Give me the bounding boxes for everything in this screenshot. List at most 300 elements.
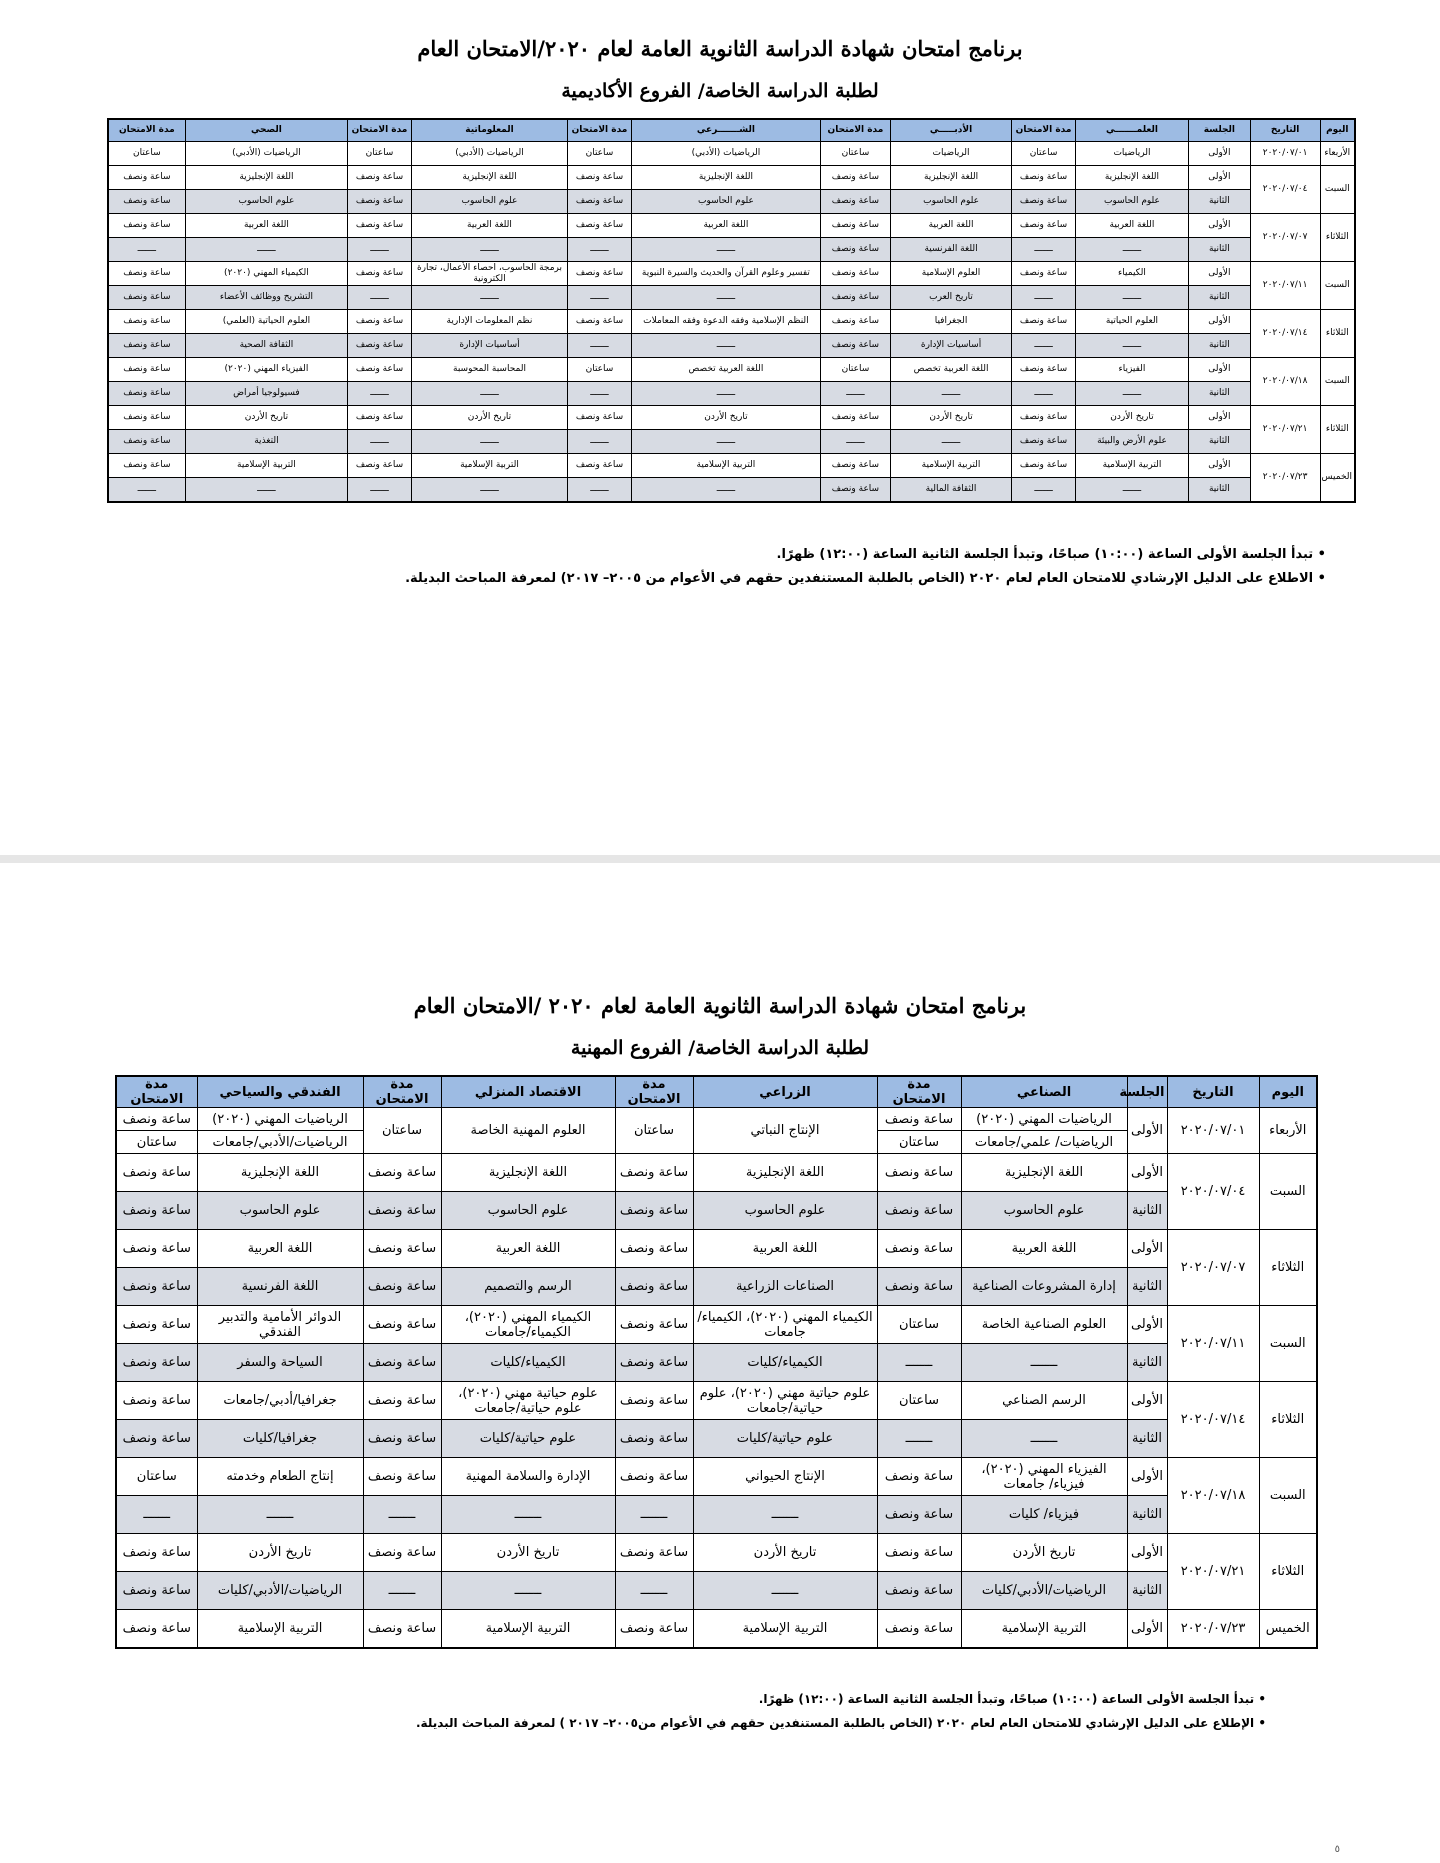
date-cell: ٢٠٢٠/٠٧/١١ — [1250, 262, 1320, 310]
duration-cell: ـــــــ — [568, 334, 632, 358]
footnote: • تبدأ الجلسة الأولى الساعة (١٠:٠٠) صباحًا، وتبدأ الجلسة الثانية الساعة (١٢:٠٠) ظهرًا. — [226, 543, 1326, 567]
subject-cell: التشريح ووظائف الأعضاء — [185, 286, 347, 310]
duration-cell: ساعتان — [877, 1382, 961, 1420]
date-cell: ٢٠٢٠/٠٧/٠١ — [1167, 1108, 1259, 1154]
day-cell: الخميس — [1259, 1610, 1317, 1649]
duration-cell: ـــــــ — [363, 1496, 441, 1534]
duration-cell: ساعة ونصف — [1012, 190, 1076, 214]
session-cell: الأولى — [1189, 142, 1251, 166]
session-cell: الأولى — [1127, 1534, 1167, 1572]
subject-cell: اللغة العربية — [961, 1230, 1127, 1268]
table-row — [116, 1154, 1317, 1192]
duration-cell: ساعة ونصف — [1012, 454, 1076, 478]
day-cell: السبت — [1259, 1154, 1317, 1230]
duration-cell: ـــــــ — [1012, 478, 1076, 503]
duration-cell: ساعة ونصف — [568, 190, 632, 214]
subject-cell: المحاسبة المحوسبة — [411, 358, 567, 382]
duration-cell: ساعة ونصف — [116, 1268, 197, 1306]
duration-cell: ـــــــ — [615, 1496, 693, 1534]
duration-cell: ـــــــ — [108, 478, 185, 503]
column-header: مدة الامتحان — [821, 119, 891, 142]
subject-cell: تاريخ الأردن — [631, 406, 820, 430]
subject-cell: أساسيات الإدارة — [890, 334, 1011, 358]
table-row — [108, 166, 1355, 190]
subject-cell: ـــــــ — [693, 1572, 877, 1610]
subject-cell: اللغة الإنجليزية — [411, 166, 567, 190]
subject-cell: الرياضيات/الأدبي/كليات — [961, 1572, 1127, 1610]
page-subtitle: لطلبة الدراسة الخاصة/ الفروع المهنية — [570, 1037, 870, 1059]
subject-cell: تاريخ الأردن — [961, 1534, 1127, 1572]
duration-cell: ساعة ونصف — [615, 1610, 693, 1649]
column-header: اليوم — [1259, 1076, 1317, 1108]
duration-cell: ساعة ونصف — [568, 166, 632, 190]
subject-cell: الكيمياء/كليات — [441, 1344, 615, 1382]
duration-cell: ساعة ونصف — [615, 1192, 693, 1230]
duration-cell: ـــــــ — [363, 1572, 441, 1610]
table-header-row — [108, 119, 1355, 142]
duration-cell: ساعة ونصف — [116, 1344, 197, 1382]
subject-cell: اللغة الإنجليزية — [441, 1154, 615, 1192]
table-row — [116, 1458, 1317, 1496]
subject-cell: ـــــــ — [631, 286, 820, 310]
subject-cell: ـــــــ — [197, 1496, 363, 1534]
page-subtitle: لطلبة الدراسة الخاصة/ الفروع الأكاديمية — [561, 80, 879, 102]
subject-cell: اللغة العربية — [185, 214, 347, 238]
duration-cell: ساعة ونصف — [615, 1420, 693, 1458]
table-row — [108, 382, 1355, 406]
session-cell: الثانية — [1127, 1268, 1167, 1306]
subject-cell: ـــــــ — [890, 382, 1011, 406]
day-cell: السبت — [1259, 1458, 1317, 1534]
duration-cell: ـــــــ — [1012, 238, 1076, 262]
duration-cell: ساعة ونصف — [363, 1192, 441, 1230]
subject-cell: علوم الحاسوب — [631, 190, 820, 214]
duration-cell: ساعة ونصف — [116, 1192, 197, 1230]
table-row — [116, 1382, 1317, 1420]
date-cell: ٢٠٢٠/٠٧/٠١ — [1250, 142, 1320, 166]
duration-cell: ساعة ونصف — [1012, 166, 1076, 190]
duration-cell: ساعة ونصف — [108, 358, 185, 382]
duration-cell: ساعة ونصف — [363, 1154, 441, 1192]
subject-cell: ـــــــ — [961, 1420, 1127, 1458]
duration-cell: ـــــــ — [568, 478, 632, 503]
duration-cell: ساعة ونصف — [108, 310, 185, 334]
subject-cell: علوم الحاسوب — [197, 1192, 363, 1230]
subject-cell: ـــــــ — [1075, 286, 1188, 310]
duration-cell: ساعة ونصف — [116, 1382, 197, 1420]
subject-cell: العلوم الإسلامية — [890, 262, 1011, 286]
page-vocational — [0, 863, 1440, 1863]
subject-cell: الرياضيات المهني (٢٠٢٠) — [961, 1108, 1127, 1131]
duration-cell: ساعة ونصف — [568, 406, 632, 430]
column-header: الجلسة — [1189, 119, 1251, 142]
subject-cell: ـــــــ — [631, 382, 820, 406]
subject-cell: العلوم الحياتية (العلمي) — [185, 310, 347, 334]
subject-cell: اللغة الإنجليزية — [197, 1154, 363, 1192]
duration-cell: ساعة ونصف — [348, 406, 412, 430]
day-cell: الثلاثاء — [1259, 1230, 1317, 1306]
subject-cell: اللغة الإنجليزية — [693, 1154, 877, 1192]
duration-cell: ساعة ونصف — [363, 1610, 441, 1649]
day-cell: السبت — [1320, 358, 1355, 406]
session-cell: الثانية — [1189, 478, 1251, 503]
date-cell: ٢٠٢٠/٠٧/٢٣ — [1250, 454, 1320, 503]
duration-cell: ساعة ونصف — [821, 238, 891, 262]
session-cell: الثانية — [1127, 1192, 1167, 1230]
subject-cell: ـــــــ — [411, 478, 567, 503]
duration-cell: ـــــــ — [568, 382, 632, 406]
duration-cell: ساعة ونصف — [108, 286, 185, 310]
subject-cell: علوم الحاسوب — [961, 1192, 1127, 1230]
subject-cell: الدوائر الأمامية والتدبير الفندقي — [197, 1306, 363, 1344]
page-title: برنامج امتحان شهادة الدراسة الثانوية العامة لعام ٢٠٢٠/الامتحان العام — [417, 36, 1023, 61]
subject-cell: الرياضيات — [1075, 142, 1188, 166]
duration-cell: ساعة ونصف — [116, 1572, 197, 1610]
subject-cell: الثقافة الصحية — [185, 334, 347, 358]
duration-cell: ـــــــ — [1012, 286, 1076, 310]
subject-cell: التربية الإسلامية — [1075, 454, 1188, 478]
duration-cell: ساعة ونصف — [363, 1420, 441, 1458]
table-row — [108, 310, 1355, 334]
academic-schedule-table — [107, 118, 1356, 503]
duration-cell: ساعة ونصف — [363, 1344, 441, 1382]
subject-cell: الرياضيات (الأدبي) — [411, 142, 567, 166]
session-cell: الأولى — [1189, 406, 1251, 430]
subject-cell: الكيمياء المهني (٢٠٢٠)، الكيمياء/جامعات — [693, 1306, 877, 1344]
subject-cell: تاريخ الأردن — [411, 406, 567, 430]
duration-cell: ساعة ونصف — [877, 1458, 961, 1496]
table-row — [116, 1572, 1317, 1610]
duration-cell: ساعة ونصف — [821, 406, 891, 430]
duration-cell: ـــــــ — [1012, 382, 1076, 406]
duration-cell: ساعة ونصف — [116, 1154, 197, 1192]
subject-cell: برمجة الحاسوب، احصاء الأعمال، تجارة الكترونية — [411, 262, 567, 286]
duration-cell: ساعة ونصف — [348, 334, 412, 358]
subject-cell: علوم الحاسوب — [411, 190, 567, 214]
subject-cell: الرياضيات المهني (٢٠٢٠) — [197, 1108, 363, 1131]
subject-cell: تاريخ الأردن — [1075, 406, 1188, 430]
table-row — [108, 358, 1355, 382]
page-number: ٥ — [1334, 1844, 1340, 1855]
duration-cell: ـــــــ — [877, 1420, 961, 1458]
day-cell: الأربعاء — [1259, 1108, 1317, 1154]
subject-cell: ـــــــ — [185, 478, 347, 503]
column-header: العلمـــــــي — [1075, 119, 1188, 142]
duration-cell: ساعة ونصف — [116, 1534, 197, 1572]
table-row — [116, 1192, 1317, 1230]
duration-cell: ـــــــ — [348, 382, 412, 406]
subject-cell: تاريخ العرب — [890, 286, 1011, 310]
duration-cell: ساعة ونصف — [348, 310, 412, 334]
subject-cell: التربية الإسلامية — [197, 1610, 363, 1649]
table-row — [108, 190, 1355, 214]
table-row — [116, 1344, 1317, 1382]
session-cell: الأولى — [1127, 1306, 1167, 1344]
duration-cell: ساعة ونصف — [821, 214, 891, 238]
day-cell: السبت — [1259, 1306, 1317, 1382]
date-cell: ٢٠٢٠/٠٧/٠٧ — [1167, 1230, 1259, 1306]
duration-cell: ساعة ونصف — [877, 1192, 961, 1230]
session-cell: الأولى — [1189, 310, 1251, 334]
subject-cell: اللغة العربية تخصص — [890, 358, 1011, 382]
subject-cell: الرياضيات/ علمي/جامعات — [961, 1131, 1127, 1154]
session-cell: الأولى — [1189, 214, 1251, 238]
subject-cell: ـــــــ — [890, 430, 1011, 454]
duration-cell: ساعة ونصف — [615, 1458, 693, 1496]
day-cell: السبت — [1320, 166, 1355, 214]
subject-cell: فسيولوجيا أمراض — [185, 382, 347, 406]
day-cell: الثلاثاء — [1320, 310, 1355, 358]
duration-cell: ساعة ونصف — [363, 1230, 441, 1268]
page-title: برنامج امتحان شهادة الدراسة الثانوية العامة لعام ٢٠٢٠ /الامتحان العام — [413, 993, 1027, 1018]
duration-cell: ساعة ونصف — [877, 1154, 961, 1192]
table-row — [108, 214, 1355, 238]
subject-cell: علوم حياتية مهني (٢٠٢٠)، علوم حياتية/جامعات — [693, 1382, 877, 1420]
subject-cell: علوم الحاسوب — [185, 190, 347, 214]
column-header: التاريخ — [1250, 119, 1320, 142]
table-row — [116, 1306, 1317, 1344]
session-cell: الأولى — [1189, 454, 1251, 478]
subject-cell: السياحة والسفر — [197, 1344, 363, 1382]
duration-cell: ساعتان — [116, 1458, 197, 1496]
table-row — [108, 406, 1355, 430]
duration-cell: ساعة ونصف — [1012, 430, 1076, 454]
page-academic — [0, 0, 1440, 855]
duration-cell: ساعة ونصف — [116, 1306, 197, 1344]
duration-cell: ساعة ونصف — [821, 310, 891, 334]
table-row — [108, 478, 1355, 503]
column-header: مدة الامتحان — [108, 119, 185, 142]
subject-cell: التربية الإسلامية — [961, 1610, 1127, 1649]
duration-cell: ساعتان — [116, 1131, 197, 1154]
subject-cell: الجغرافيا — [890, 310, 1011, 334]
duration-cell: ساعتان — [877, 1306, 961, 1344]
duration-cell: ساعة ونصف — [108, 262, 185, 286]
session-cell: الثانية — [1127, 1344, 1167, 1382]
subject-cell: الإدارة والسلامة المهنية — [441, 1458, 615, 1496]
subject-cell: الإنتاج الحيواني — [693, 1458, 877, 1496]
subject-cell: إدارة المشروعات الصناعية — [961, 1268, 1127, 1306]
duration-cell: ساعة ونصف — [821, 286, 891, 310]
duration-cell: ساعة ونصف — [363, 1306, 441, 1344]
subject-cell: الرسم الصناعي — [961, 1382, 1127, 1420]
duration-cell: ساعتان — [821, 358, 891, 382]
duration-cell: ساعة ونصف — [116, 1420, 197, 1458]
subject-cell: التربية الإسلامية — [185, 454, 347, 478]
subject-cell: اللغة العربية — [411, 214, 567, 238]
duration-cell: ساعة ونصف — [877, 1268, 961, 1306]
date-cell: ٢٠٢٠/٠٧/١٨ — [1250, 358, 1320, 406]
duration-cell: ساعتان — [877, 1131, 961, 1154]
subject-cell: علوم الحاسوب — [441, 1192, 615, 1230]
subject-cell: الكيمياء المهني (٢٠٢٠) — [185, 262, 347, 286]
subject-cell: علوم الحاسوب — [693, 1192, 877, 1230]
subject-cell: فيزياء/ كليات — [961, 1496, 1127, 1534]
subject-cell: الفيزياء — [1075, 358, 1188, 382]
subject-cell: اللغة الإنجليزية — [1075, 166, 1188, 190]
duration-cell: ساعة ونصف — [1012, 310, 1076, 334]
table-row — [116, 1610, 1317, 1649]
subject-cell: ـــــــ — [961, 1344, 1127, 1382]
date-cell: ٢٠٢٠/٠٧/٠٧ — [1250, 214, 1320, 262]
day-cell: الثلاثاء — [1259, 1534, 1317, 1610]
duration-cell: ساعة ونصف — [821, 166, 891, 190]
duration-cell: ساعة ونصف — [615, 1268, 693, 1306]
duration-cell: ـــــــ — [116, 1496, 197, 1534]
subject-cell: علوم حياتية مهني (٢٠٢٠)، علوم حياتية/جامعات — [441, 1382, 615, 1420]
column-header: مدة الامتحان — [615, 1076, 693, 1108]
subject-cell: الكيمياء المهني (٢٠٢٠)، الكيمياء/جامعات — [441, 1306, 615, 1344]
duration-cell: ـــــــ — [821, 382, 891, 406]
column-header: مدة الامتحان — [363, 1076, 441, 1108]
session-cell: الثانية — [1189, 286, 1251, 310]
session-cell: الثانية — [1127, 1496, 1167, 1534]
duration-cell: ساعتان — [568, 358, 632, 382]
duration-cell: ـــــــ — [615, 1572, 693, 1610]
duration-cell: ساعة ونصف — [821, 334, 891, 358]
duration-cell: ساعة ونصف — [108, 334, 185, 358]
subject-cell: تفسير وعلوم القرآن والحديث والسيرة النبوية — [631, 262, 820, 286]
table-row — [116, 1268, 1317, 1306]
session-cell: الأولى — [1189, 262, 1251, 286]
subject-cell: التربية الإسلامية — [693, 1610, 877, 1649]
subject-cell: تاريخ الأردن — [693, 1534, 877, 1572]
subject-cell: الصناعات الزراعية — [693, 1268, 877, 1306]
duration-cell: ساعة ونصف — [108, 166, 185, 190]
duration-cell: ساعة ونصف — [363, 1534, 441, 1572]
column-header: الصحي — [185, 119, 347, 142]
duration-cell: ساعة ونصف — [877, 1230, 961, 1268]
footnotes — [216, 1687, 1266, 1735]
table-row — [116, 1108, 1317, 1131]
subject-cell: الكيمياء/كليات — [693, 1344, 877, 1382]
subject-cell: تاريخ الأردن — [890, 406, 1011, 430]
duration-cell: ساعة ونصف — [108, 454, 185, 478]
duration-cell: ـــــــ — [348, 238, 412, 262]
duration-cell: ساعة ونصف — [615, 1382, 693, 1420]
session-cell: الثانية — [1127, 1572, 1167, 1610]
column-header: مدة الامتحان — [348, 119, 412, 142]
duration-cell: ـــــــ — [877, 1344, 961, 1382]
subject-cell: التربية الإسلامية — [411, 454, 567, 478]
duration-cell: ـــــــ — [348, 430, 412, 454]
footnotes — [226, 543, 1326, 591]
table-row — [108, 238, 1355, 262]
duration-cell: ساعتان — [363, 1108, 441, 1154]
duration-cell: ساعة ونصف — [116, 1230, 197, 1268]
column-header: الجلسة — [1127, 1076, 1167, 1108]
subject-cell: اللغة العربية تخصص — [631, 358, 820, 382]
table-row — [116, 1230, 1317, 1268]
column-header: الاقتصاد المنزلي — [441, 1076, 615, 1108]
subject-cell: علوم حياتية/كليات — [441, 1420, 615, 1458]
vocational-schedule-table — [115, 1075, 1318, 1649]
column-header: اليوم — [1320, 119, 1355, 142]
subject-cell: ـــــــ — [631, 478, 820, 503]
subject-cell: اللغة العربية — [1075, 214, 1188, 238]
column-header: الأدبـــــي — [890, 119, 1011, 142]
day-cell: الثلاثاء — [1320, 214, 1355, 262]
duration-cell: ساعة ونصف — [1012, 262, 1076, 286]
duration-cell: ـــــــ — [1012, 334, 1076, 358]
subject-cell: ـــــــ — [1075, 334, 1188, 358]
session-cell: الأولى — [1127, 1154, 1167, 1192]
table-row — [108, 142, 1355, 166]
subject-cell: ـــــــ — [1075, 238, 1188, 262]
column-header: الشـــــــرعي — [631, 119, 820, 142]
subject-cell: ـــــــ — [411, 286, 567, 310]
duration-cell: ساعة ونصف — [615, 1230, 693, 1268]
column-header: الفندقي والسياحي — [197, 1076, 363, 1108]
subject-cell: التغذية — [185, 430, 347, 454]
subject-cell: ـــــــ — [185, 238, 347, 262]
duration-cell: ساعة ونصف — [108, 430, 185, 454]
subject-cell: العلوم المهنية الخاصة — [441, 1108, 615, 1154]
subject-cell: علوم الحاسوب — [890, 190, 1011, 214]
subject-cell: ـــــــ — [693, 1496, 877, 1534]
subject-cell: العلوم الصناعية الخاصة — [961, 1306, 1127, 1344]
duration-cell: ساعة ونصف — [363, 1268, 441, 1306]
session-cell: الأولى — [1189, 358, 1251, 382]
subject-cell: جغرافيا/أدبي/جامعات — [197, 1382, 363, 1420]
subject-cell: ـــــــ — [441, 1572, 615, 1610]
duration-cell: ساعة ونصف — [348, 454, 412, 478]
duration-cell: ـــــــ — [348, 286, 412, 310]
date-cell: ٢٠٢٠/٠٧/٠٤ — [1167, 1154, 1259, 1230]
date-cell: ٢٠٢٠/٠٧/٢١ — [1167, 1534, 1259, 1610]
duration-cell: ساعة ونصف — [348, 166, 412, 190]
subject-cell: الرياضيات/الأدبي/جامعات — [197, 1131, 363, 1154]
session-cell: الأولى — [1189, 166, 1251, 190]
subject-cell: جغرافيا/كليات — [197, 1420, 363, 1458]
duration-cell: ساعة ونصف — [568, 262, 632, 286]
subject-cell: ـــــــ — [631, 334, 820, 358]
duration-cell: ـــــــ — [108, 238, 185, 262]
footnote: • تبدأ الجلسة الأولى الساعة (١٠:٠٠) صباحًا، وتبدأ الجلسة الثانية الساعة (١٢:٠٠) ظهرًا. — [216, 1687, 1266, 1711]
subject-cell: اللغة العربية — [890, 214, 1011, 238]
session-cell: الثانية — [1189, 430, 1251, 454]
duration-cell: ساعة ونصف — [821, 454, 891, 478]
date-cell: ٢٠٢٠/٠٧/١٤ — [1167, 1382, 1259, 1458]
subject-cell: نظم المعلومات الإدارية — [411, 310, 567, 334]
session-cell: الثانية — [1189, 382, 1251, 406]
duration-cell: ساعتان — [108, 142, 185, 166]
subject-cell: اللغة العربية — [693, 1230, 877, 1268]
session-cell: الثانية — [1127, 1420, 1167, 1458]
column-header: مدة الامتحان — [1012, 119, 1076, 142]
duration-cell: ساعة ونصف — [108, 214, 185, 238]
subject-cell: اللغة الإنجليزية — [631, 166, 820, 190]
duration-cell: ساعة ونصف — [1012, 358, 1076, 382]
subject-cell: ـــــــ — [411, 382, 567, 406]
table-row — [108, 334, 1355, 358]
date-cell: ٢٠٢٠/٠٧/١٨ — [1167, 1458, 1259, 1534]
table-row — [108, 454, 1355, 478]
duration-cell: ساعة ونصف — [348, 214, 412, 238]
duration-cell: ساعة ونصف — [363, 1458, 441, 1496]
duration-cell: ساعتان — [348, 142, 412, 166]
table-row — [116, 1420, 1317, 1458]
session-cell: الثانية — [1189, 334, 1251, 358]
subject-cell: ـــــــ — [631, 430, 820, 454]
subject-cell: علوم الأرض والبيئة — [1075, 430, 1188, 454]
table-row — [108, 286, 1355, 310]
date-cell: ٢٠٢٠/٠٧/١٤ — [1250, 310, 1320, 358]
table-header-row — [116, 1076, 1317, 1108]
subject-cell: علوم حياتية/كليات — [693, 1420, 877, 1458]
subject-cell: ـــــــ — [411, 430, 567, 454]
subject-cell: الرياضيات/الأدبي/كليات — [197, 1572, 363, 1610]
